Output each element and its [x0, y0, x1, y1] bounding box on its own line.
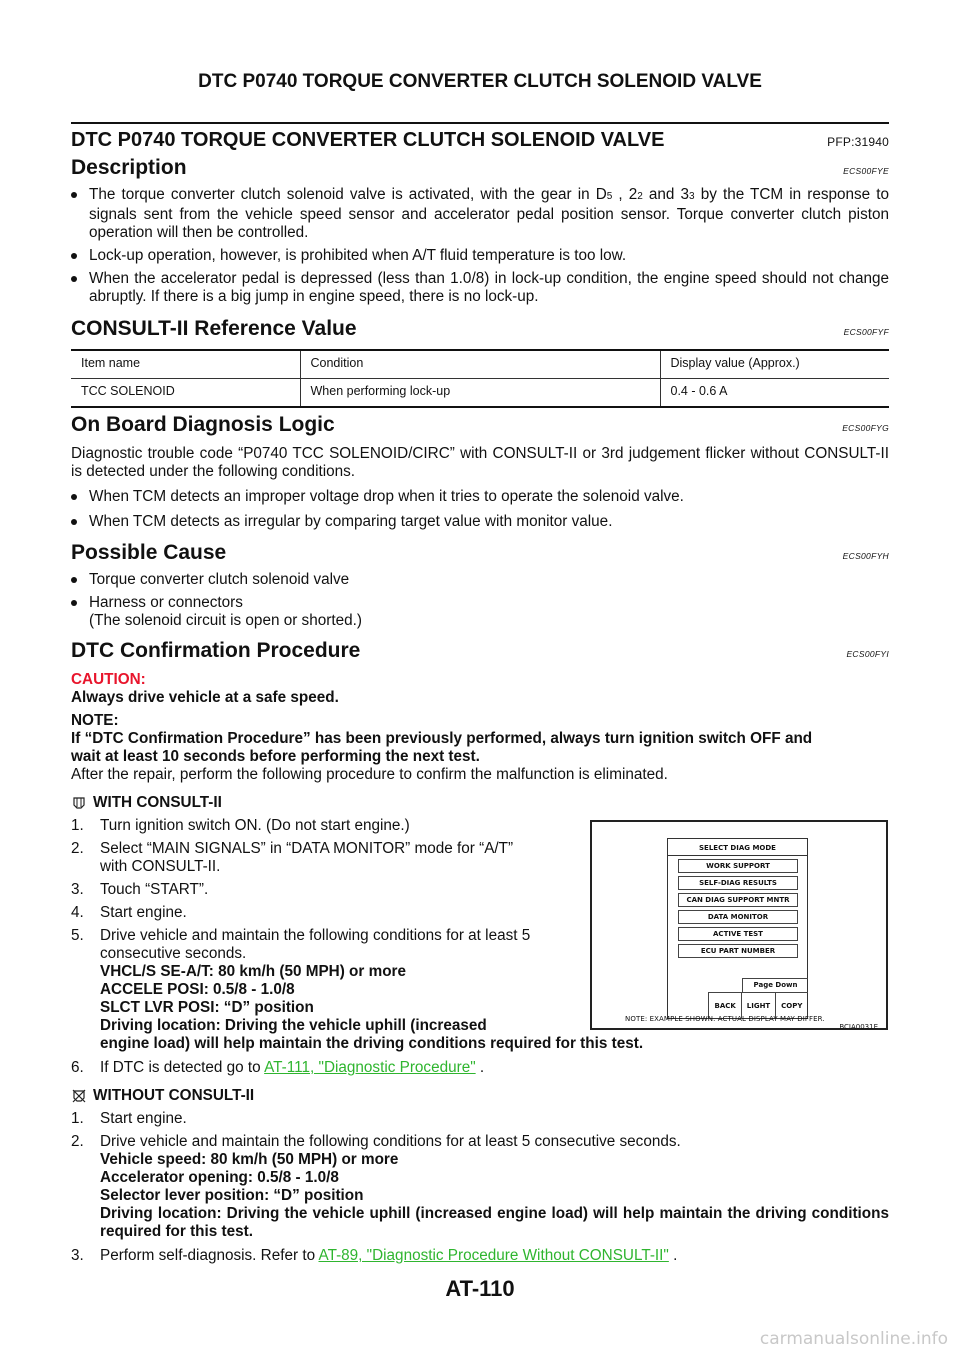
copy-button[interactable]: COPY [775, 993, 808, 1019]
dtc-heading: DTC Confirmation Procedure [71, 639, 361, 662]
no-consult-tool-icon [71, 1088, 87, 1104]
without-step-1: 1. Start engine. [71, 1110, 187, 1127]
bullet-icon [71, 247, 89, 265]
with-step-4: 4. Start engine. [71, 904, 187, 921]
page-down-button[interactable]: Page Down [742, 978, 808, 992]
back-button[interactable]: BACK [708, 993, 741, 1019]
cause-heading-row [71, 541, 889, 565]
without-step-3: 3. Perform self-diagnosis. Refer to AT-89, "Diagnostic Procedure Without CONSULT-II" . [71, 1247, 678, 1264]
without-step-2: 2. Drive vehicle and maintain the following conditions for at least 5 consecutive seconds. Vehicle speed: 80 km/h (50 MPH) or more Accelerator opening: 0.5/8 - 1.0/8 Selector lever position: “D” position Driving location: Driving the vehicle uphill (increased engine load) will help maintain the driving conditions required for this test. [71, 1133, 889, 1240]
document-title: DTC P0740 TORQUE CONVERTER CLUTCH SOLENOID VALVE [71, 129, 665, 151]
consult-code: ECS00FYF [843, 327, 889, 337]
note-label: NOTE: [71, 712, 119, 729]
figure-id: BCIA0031E [839, 1023, 878, 1031]
onboard-bullet-2: When TCM detects as irregular by comparing target value with monitor value. [71, 513, 889, 531]
onboard-heading-row [71, 413, 889, 437]
description-bullet-2: Lock-up operation, however, is prohibited when A/T fluid temperature is too low. [71, 247, 889, 265]
description-bullet-3: When the accelerator pedal is depressed (less than 1.0/8) in lock-up condition, the engine speed should not change abruptly. If there is a big jump in engine speed, there is no lock-up. [71, 270, 889, 306]
caution-label: CAUTION: [71, 671, 146, 688]
cause-bullet-1: Torque converter clutch solenoid valve [71, 571, 889, 589]
bullet-icon [71, 594, 89, 630]
note-text-2: wait at least 10 seconds before performing the next test. [71, 748, 480, 765]
with-consult-heading: WITH CONSULT-II [71, 794, 889, 812]
self-diagnosis-link[interactable]: AT-89, "Diagnostic Procedure Without CONSULT-II" [318, 1247, 669, 1264]
consult-heading-row [71, 317, 889, 341]
watermark: carmanualsonline.info [759, 1329, 948, 1349]
page-number: AT-110 [445, 1276, 515, 1301]
screen-title: SELECT DIAG MODE [668, 841, 807, 856]
reference-value-table [71, 349, 889, 408]
cause-heading: Possible Cause [71, 541, 227, 564]
after-repair-text: After the repair, perform the following procedure to confirm the malfunction is eliminated. [71, 766, 668, 783]
section-title [71, 122, 889, 151]
caution-text: Always drive vehicle at a safe speed. [71, 689, 339, 706]
work-support-button[interactable]: WORK SUPPORT [678, 859, 798, 873]
part-number: PFP:31940 [827, 135, 889, 149]
description-heading: Description [71, 156, 187, 179]
active-test-button[interactable]: ACTIVE TEST [678, 927, 798, 941]
dtc-heading-row [71, 639, 889, 663]
description-heading-row [71, 156, 889, 180]
bullet-icon [71, 270, 89, 306]
with-step-5-continuation: engine load) will help maintain the driving conditions required for this test. [100, 1035, 644, 1052]
cause-bullet-2: Harness or connectors (The solenoid circuit is open or shorted.) [71, 594, 889, 630]
table-header-row: Item name Condition Display value (Approx.) [71, 350, 889, 379]
can-diag-support-button[interactable]: CAN DIAG SUPPORT MNTR [678, 893, 798, 907]
running-header: DTC P0740 TORQUE CONVERTER CLUTCH SOLENOID VALVE [198, 71, 762, 92]
light-button[interactable]: LIGHT [741, 993, 774, 1019]
table-row: TCC SOLENOID When performing lock-up 0.4 - 0.6 A [71, 379, 889, 408]
self-diag-results-button[interactable]: SELF-DIAG RESULTS [678, 876, 798, 890]
consult-screen [667, 838, 808, 1019]
cause-code: ECS00FYH [842, 551, 889, 561]
bullet-icon [71, 513, 89, 531]
bullet-icon [71, 571, 89, 589]
note-text-1: If “DTC Confirmation Procedure” has been previously performed, always turn ignition switch OFF and [71, 730, 813, 747]
ecu-part-number-button[interactable]: ECU PART NUMBER [678, 944, 798, 958]
bullet-icon [71, 488, 89, 506]
onboard-heading: On Board Diagnosis Logic [71, 413, 335, 436]
diagnostic-procedure-link[interactable]: AT-111, "Diagnostic Procedure" [264, 1059, 476, 1076]
onboard-paragraph: Diagnostic trouble code “P0740 TCC SOLENOID/CIRC” with CONSULT-II or 3rd judgement flicker without CONSULT-II is detected under the following conditions. [71, 445, 889, 480]
description-bullet-1: The torque converter clutch solenoid valve is activated, with the gear in D5 , 22 and 33 by the TCM in response to signals sent from the vehicle speed sensor and accelerator pedal position sensor. Torque converter clutch piston operation will then be controlled. [71, 186, 889, 242]
with-step-6: 6. If DTC is detected go to AT-111, "Diagnostic Procedure" . [71, 1059, 485, 1076]
consult-heading: CONSULT-II Reference Value [71, 317, 357, 340]
page-content [71, 122, 889, 1265]
with-step-5: 5. Drive vehicle and maintain the following conditions for at least 5 consecutive seconds. VHCL/S SE-A/T: 80 km/h (50 MPH) or more ACCELE POSI: 0.5/8 - 1.0/8 SLCT LVR POSI: “D” position Driving location: Driving the vehicle uphill (increased [71, 927, 531, 1034]
data-monitor-button[interactable]: DATA MONITOR [678, 910, 798, 924]
with-step-1: 1. Turn ignition switch ON. (Do not start engine.) [71, 817, 410, 834]
dtc-code: ECS00FYI [846, 649, 889, 659]
description-code: ECS00FYE [843, 166, 889, 176]
onboard-code: ECS00FYG [842, 423, 889, 433]
bullet-icon [71, 186, 89, 242]
figure-note: NOTE: EXAMPLE SHOWN. ACTUAL DISPLAY MAY DIFFER. [625, 1015, 825, 1023]
onboard-bullet-1: When TCM detects an improper voltage drop when it tries to operate the solenoid valve. [71, 488, 889, 506]
without-consult-heading: WITHOUT CONSULT-II [71, 1087, 889, 1105]
with-step-3: 3. Touch “START”. [71, 881, 209, 898]
with-step-2: 2. Select “MAIN SIGNALS” in “DATA MONITOR” mode for “A/T” with CONSULT-II. [71, 840, 514, 875]
consult-screen-figure [590, 820, 888, 1030]
consult-tool-icon [71, 795, 87, 811]
